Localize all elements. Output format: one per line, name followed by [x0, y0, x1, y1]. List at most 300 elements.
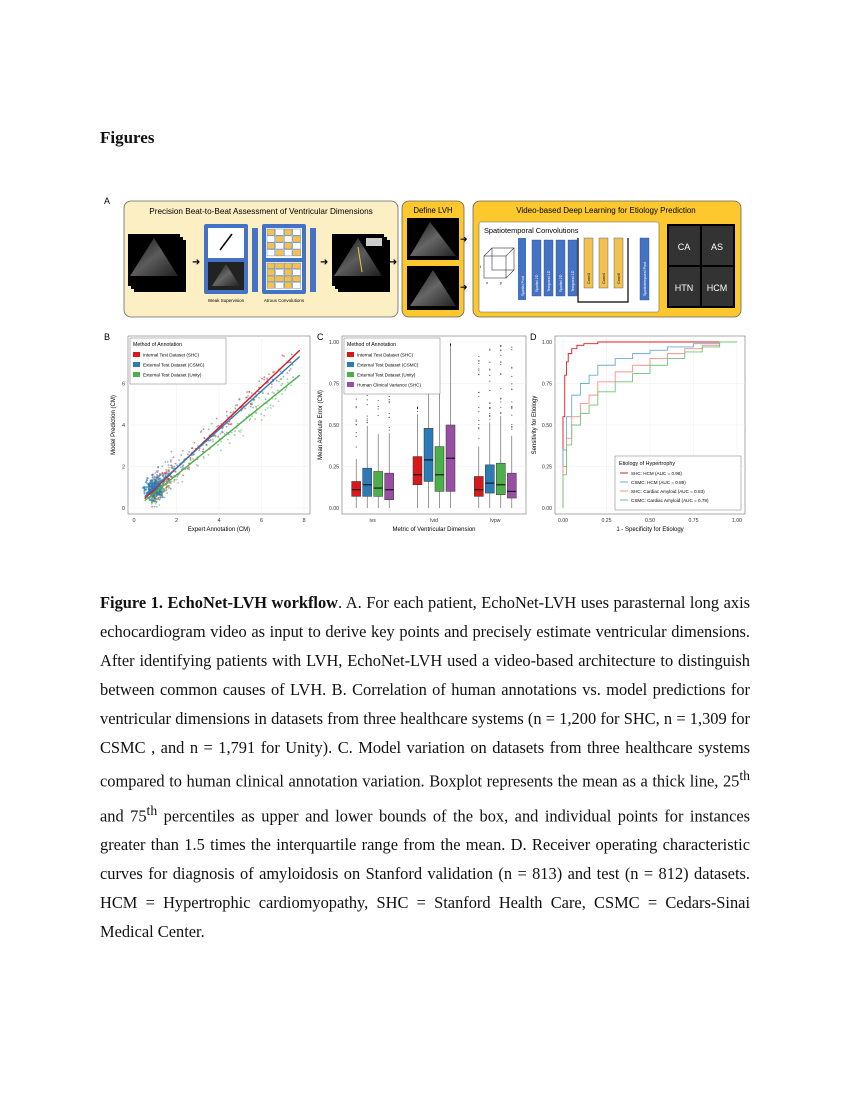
scatter-point — [240, 429, 242, 431]
x-tick-label: 6 — [259, 518, 264, 524]
scatter-point — [146, 483, 148, 485]
scatter-point — [271, 391, 273, 393]
scatter-point — [263, 415, 265, 417]
scatter-point — [162, 496, 164, 498]
scatter-point — [168, 469, 170, 471]
grid-cell — [267, 276, 275, 282]
scatter-point — [151, 506, 153, 508]
outlier-point — [489, 408, 490, 409]
scatter-point — [156, 506, 158, 508]
grid-cell — [276, 270, 284, 276]
scatter-point — [176, 479, 178, 481]
outlier-point — [511, 429, 512, 430]
outlier-point — [356, 424, 357, 425]
outlier-point — [389, 401, 390, 402]
outlier-point — [389, 413, 390, 414]
legend-label: Internal Test Dataset (SHC) — [143, 352, 200, 358]
layer-label: Temporal 1D — [571, 270, 575, 292]
layer-label: Temporal 1D — [547, 270, 551, 292]
grid-cell — [267, 229, 275, 235]
scatter-point — [265, 409, 267, 411]
y-tick-label: 0.50 — [541, 423, 552, 429]
caption-text-1: . A. For each patient, EchoNet-LVH uses parasternal long axis echocardiogram video as input to derive key points and precisely estimate ventricular dimensions. After identifying patients with LVH, EchoNet-LVH used a video-based architecture to distinguish between common causes of LVH. B. Correlation of human annotations vs. model predictions for ventricular dimensions in datasets from three healthcare systems (n = 1,200 for SHC, n = 1,309 for CSMC , and n = 1,791 for Unity). C. Model variation on datasets from three healthcare systems compared to human clinical annotation variation. Boxplot represents the mean as a thick line, 25 — [100, 593, 751, 791]
scatter-point — [271, 383, 273, 385]
scatter-point — [180, 454, 182, 456]
outlier-point — [511, 376, 512, 377]
scatter-point — [227, 423, 229, 425]
outlier-point — [478, 370, 479, 371]
outlier-point — [389, 427, 390, 428]
outlier-point — [500, 345, 501, 346]
outlier-point — [478, 392, 479, 393]
scatter-point — [203, 437, 205, 439]
scatter-point — [160, 494, 162, 496]
layer-label: Conv4 — [602, 273, 606, 284]
scatter-point — [156, 470, 158, 472]
outlier-point — [511, 424, 512, 425]
figure-svg — [100, 192, 750, 552]
scatter-point — [188, 451, 190, 453]
scatter-point — [289, 370, 291, 372]
scatter-point — [212, 438, 214, 440]
scatter-point — [155, 495, 157, 497]
outlier-point — [389, 396, 390, 397]
scatter-point — [151, 503, 153, 505]
legend-title: Method of Annotation — [133, 342, 183, 348]
legend-label: SHC: Cardiac Amyloid (AUC = 0.83) — [631, 489, 705, 494]
scatter-point — [170, 461, 172, 463]
scatter-point — [166, 486, 168, 488]
outlier-point — [378, 406, 379, 407]
outlier-point — [356, 399, 357, 400]
scatter-point — [203, 456, 205, 458]
scatter-point — [171, 465, 173, 467]
scatter-point — [205, 445, 207, 447]
x-tick-label: lvpw — [490, 518, 501, 524]
scatter-point — [201, 430, 203, 432]
scatter-point — [258, 397, 260, 399]
scatter-point — [152, 474, 154, 476]
arrow-5-icon: ➜ — [460, 282, 468, 292]
outlier-point — [367, 420, 368, 421]
legend-swatch — [133, 352, 140, 357]
scatter-point — [267, 407, 269, 409]
outlier-point — [367, 404, 368, 405]
scatter-point — [292, 376, 294, 378]
outlier-point — [478, 411, 479, 412]
scatter-point — [182, 474, 184, 476]
caption-sup-1: th — [739, 768, 750, 784]
scatter-point — [247, 395, 249, 397]
scatter-point — [220, 450, 222, 452]
outlier-point — [500, 355, 501, 356]
scatter-point — [166, 492, 168, 494]
spatiotemporal-title: Spatiotemporal Convolutions — [484, 226, 579, 235]
scatter-point — [163, 474, 165, 476]
scatter-point — [148, 487, 150, 489]
x-tick-label: 0.00 — [557, 518, 569, 524]
scatter-point — [165, 473, 167, 475]
etiology-hcm: HCM — [706, 283, 728, 293]
arrow-2-icon: ➜ — [320, 257, 329, 268]
y-tick-label: 0.75 — [328, 381, 339, 388]
scatter-point — [242, 435, 244, 437]
etiology-ca: CA — [677, 242, 691, 252]
outlier-point — [356, 406, 357, 407]
outlier-point — [389, 399, 390, 400]
scatter-point — [248, 391, 250, 393]
grid-cell — [284, 243, 292, 249]
scatter-point — [215, 436, 217, 438]
scatter-point — [143, 490, 145, 492]
scatter-point — [176, 464, 178, 466]
scatter-point — [246, 391, 248, 393]
x-tick-label: 1.00 — [731, 518, 743, 524]
box — [374, 471, 383, 496]
y-tick-label: 2 — [121, 464, 125, 471]
page-heading: Figures — [100, 128, 155, 147]
box — [363, 468, 372, 496]
scatter-point — [173, 481, 175, 483]
grid-cell — [267, 243, 275, 249]
outlier-point — [511, 368, 512, 369]
outlier-point — [389, 417, 390, 418]
scatter-point — [202, 448, 204, 450]
layer-label: Spatial 2D — [559, 274, 563, 292]
legend-title: Method of Annotation — [347, 342, 397, 348]
outlier-point — [356, 419, 357, 420]
x-tick-label: 8 — [302, 518, 306, 524]
outlier-point — [500, 412, 501, 413]
outlier-point — [500, 413, 501, 414]
scatter-point — [154, 506, 156, 508]
scatter-point — [188, 466, 190, 468]
grid-cell — [284, 250, 292, 256]
outlier-point — [500, 398, 501, 399]
scatter-point — [273, 392, 275, 394]
scatter-point — [198, 450, 200, 452]
layer-label: Spatial Pool — [521, 275, 525, 296]
panel-b-label: B — [104, 332, 111, 342]
grid-cell — [293, 229, 301, 235]
legend-label: CSMC: HCM (AUC = 0.89) — [631, 480, 686, 485]
layer-label: Spatiotemporal Pool — [643, 261, 647, 296]
scatter-point — [216, 426, 218, 428]
grid-cell — [267, 250, 275, 256]
x-tick-label: 0.75 — [688, 518, 699, 524]
outlier-point — [489, 390, 490, 391]
outlier-point — [511, 402, 512, 403]
scatter-point — [177, 482, 179, 484]
scatter-point — [203, 428, 205, 430]
outlier-point — [500, 388, 501, 389]
scatter-point — [163, 476, 165, 478]
legend — [130, 338, 226, 384]
scatter-point — [286, 372, 288, 374]
legend-label: Internal Test Dataset (SHC) — [357, 352, 414, 358]
etiology-title: Video-based Deep Learning for Etiology Prediction — [516, 206, 696, 215]
outlier-point — [489, 349, 490, 350]
scatter-point — [272, 405, 274, 407]
chart-d — [530, 332, 745, 533]
legend-title: Etiology of Hypertrophy — [619, 461, 676, 467]
arrow-3-icon: ➜ — [389, 257, 398, 268]
scatter-point — [284, 389, 286, 391]
scatter-point — [244, 408, 246, 410]
scatter-point — [156, 476, 158, 478]
arrow-4-icon: ➜ — [460, 234, 468, 244]
scatter-point — [286, 378, 288, 380]
scatter-point — [161, 465, 163, 467]
legend-label: CSMC: Cardiac Amyloid (AUC = 0.79) — [631, 498, 709, 503]
outlier-point — [367, 395, 368, 396]
grid-cell — [276, 263, 284, 269]
define-lvh-title: Define LVH — [413, 206, 453, 215]
outlier-point — [478, 428, 479, 429]
y-tick-label: 0.25 — [541, 464, 552, 471]
scatter-point — [182, 464, 184, 466]
outlier-point — [489, 350, 490, 351]
legend-swatch — [347, 352, 354, 357]
legend-swatch — [347, 372, 354, 377]
scatter-point — [267, 393, 269, 395]
chart-c — [317, 332, 526, 533]
outlier-point — [511, 367, 512, 368]
scatter-point — [290, 385, 292, 387]
scatter-point — [187, 453, 189, 455]
grid-cell — [293, 270, 301, 276]
scatter-point — [261, 419, 263, 421]
outlier-point — [500, 373, 501, 374]
scatter-point — [230, 412, 232, 414]
box — [413, 457, 422, 485]
y-tick-label: 0.00 — [328, 506, 339, 512]
outlier-point — [356, 407, 357, 408]
scatter-point — [175, 471, 177, 473]
legend-label: External Test Dataset (CSMC) — [357, 362, 419, 368]
scatter-point — [193, 442, 195, 444]
outlier-point — [356, 447, 357, 448]
scatter-point — [165, 469, 167, 471]
scatter-point — [257, 405, 259, 407]
legend-label: External Test Dataset (Unity) — [143, 372, 202, 378]
figure-1 — [100, 192, 750, 552]
scatter-point — [261, 413, 263, 415]
y-tick-label: 1.00 — [541, 340, 552, 346]
legend-label: External Test Dataset (CSMC) — [143, 362, 205, 368]
chart-b — [104, 332, 310, 533]
outlier-point — [500, 374, 501, 375]
scatter-point — [152, 476, 154, 478]
scatter-point — [154, 472, 156, 474]
outlier-point — [489, 369, 490, 370]
scatter-point — [265, 398, 267, 400]
atrous-label: Atrous Convolutions — [263, 298, 305, 303]
outlier-point — [478, 424, 479, 425]
layer-label: Conv5 — [617, 273, 621, 284]
scatter-point — [158, 498, 160, 500]
outlier-point — [500, 364, 501, 365]
outlier-point — [450, 344, 451, 345]
legend-swatch — [133, 372, 140, 377]
scatter-point — [160, 496, 162, 498]
box — [496, 463, 505, 495]
scatter-point — [171, 451, 173, 453]
scatter-point — [251, 402, 253, 404]
scatter-point — [229, 442, 231, 444]
x-tick-label: 0.25 — [601, 518, 612, 524]
outlier-point — [511, 347, 512, 348]
outlier-point — [511, 406, 512, 407]
scatter-point — [159, 477, 161, 479]
scatter-point — [251, 392, 253, 394]
y-tick-label: 0.00 — [541, 506, 552, 512]
etiology-grid — [667, 224, 735, 308]
scatter-point — [261, 378, 263, 380]
scatter-point — [158, 491, 160, 493]
scatter-point — [258, 380, 260, 382]
scatter-point — [162, 490, 164, 492]
caption-text-2: and 75 — [100, 806, 147, 826]
scatter-point — [203, 457, 205, 459]
x-tick-label: 4 — [217, 518, 221, 524]
scatter-point — [234, 407, 236, 409]
grid-cell — [267, 283, 275, 289]
scatter-point — [152, 499, 154, 501]
scatter-point — [251, 415, 253, 417]
scatter-point — [277, 390, 279, 392]
grid-cell — [284, 236, 292, 242]
outlier-point — [489, 419, 490, 420]
outlier-point — [500, 362, 501, 363]
outlier-point — [511, 383, 512, 384]
scatter-point — [220, 440, 222, 442]
scatter-point — [168, 467, 170, 469]
outlier-point — [356, 421, 357, 422]
grid-cell — [284, 263, 292, 269]
outlier-point — [367, 422, 368, 423]
grid-cell — [267, 263, 275, 269]
scatter-point — [234, 434, 236, 436]
y-axis-label: Mean Absolute Error (CM) — [318, 390, 324, 460]
scatter-point — [188, 468, 190, 470]
scatter-point — [291, 353, 293, 355]
x-tick-label: 0 — [132, 518, 136, 524]
scatter-point — [278, 381, 280, 383]
scatter-point — [249, 418, 251, 420]
outlier-point — [489, 375, 490, 376]
scatter-point — [271, 386, 273, 388]
outlier-point — [500, 346, 501, 347]
scatter-point — [251, 404, 253, 406]
legend-label: SHC: HCM (AUC = 0.98) — [631, 471, 682, 476]
scatter-point — [180, 466, 182, 468]
scatter-point — [208, 429, 210, 431]
scatter-point — [167, 471, 169, 473]
scatter-point — [268, 373, 270, 375]
scatter-point — [280, 370, 282, 372]
etiology-as: AS — [710, 242, 724, 252]
grid-cell — [293, 236, 301, 242]
scatter-point — [157, 470, 159, 472]
outlier-point — [378, 400, 379, 401]
weak-supervision-label: Weak Supervision — [207, 298, 245, 303]
scatter-point — [166, 479, 168, 481]
legend — [344, 338, 440, 394]
grid-cell — [276, 236, 284, 242]
scatter-point — [149, 482, 151, 484]
box — [435, 447, 444, 492]
scatter-point — [226, 411, 228, 413]
box — [352, 481, 361, 496]
legend-swatch — [133, 362, 140, 367]
weak-supervision-network — [204, 224, 248, 294]
grid-cell — [276, 243, 284, 249]
outlier-point — [478, 438, 479, 439]
y-tick-label: 0.25 — [328, 464, 339, 471]
scatter-point — [181, 481, 183, 483]
grid-cell — [293, 283, 301, 289]
axis-x-label: x — [486, 280, 488, 285]
outlier-point — [356, 436, 357, 437]
scatter-point — [272, 371, 274, 373]
outlier-point — [378, 408, 379, 409]
scatter-point — [171, 480, 173, 482]
box — [474, 476, 483, 496]
panel-a-label: A — [104, 196, 111, 206]
legend-swatch — [347, 382, 354, 387]
etiology-htn: HTN — [674, 283, 694, 293]
scatter-point — [270, 407, 272, 409]
grid-cell — [276, 229, 284, 235]
scatter-point — [274, 398, 276, 400]
outlier-point — [478, 420, 479, 421]
scatter-point — [144, 492, 146, 494]
scatter-point — [196, 464, 198, 466]
layer-label: Spatial 2D — [535, 274, 539, 292]
echo-input-frames — [128, 234, 186, 292]
grid-cell — [293, 263, 301, 269]
outlier-point — [489, 381, 490, 382]
scatter-point — [278, 400, 280, 402]
scatter-point — [255, 406, 257, 408]
scatter-point — [182, 450, 184, 452]
outlier-point — [511, 389, 512, 390]
scatter-point — [216, 418, 218, 420]
scatter-point — [220, 433, 222, 435]
outlier-point — [478, 374, 479, 375]
scatter-point — [166, 484, 168, 486]
x-axis-label: 1 - Specificity for Etiology — [616, 527, 684, 533]
scatter-point — [165, 490, 167, 492]
outlier-point — [489, 403, 490, 404]
scatter-point — [217, 444, 219, 446]
grid-cell — [267, 236, 275, 242]
scatter-point — [150, 480, 152, 482]
scatter-point — [146, 477, 148, 479]
y-tick-label: 0.75 — [541, 381, 552, 388]
scatter-point — [149, 499, 151, 501]
scatter-point — [266, 377, 268, 379]
scatter-point — [164, 461, 166, 463]
scatter-point — [250, 406, 252, 408]
grid-cell — [284, 229, 292, 235]
x-tick-label: 0.50 — [644, 518, 656, 524]
grid-cell — [293, 276, 301, 282]
outlier-point — [478, 356, 479, 357]
conv-bar-1 — [252, 228, 258, 292]
scatter-point — [236, 404, 238, 406]
